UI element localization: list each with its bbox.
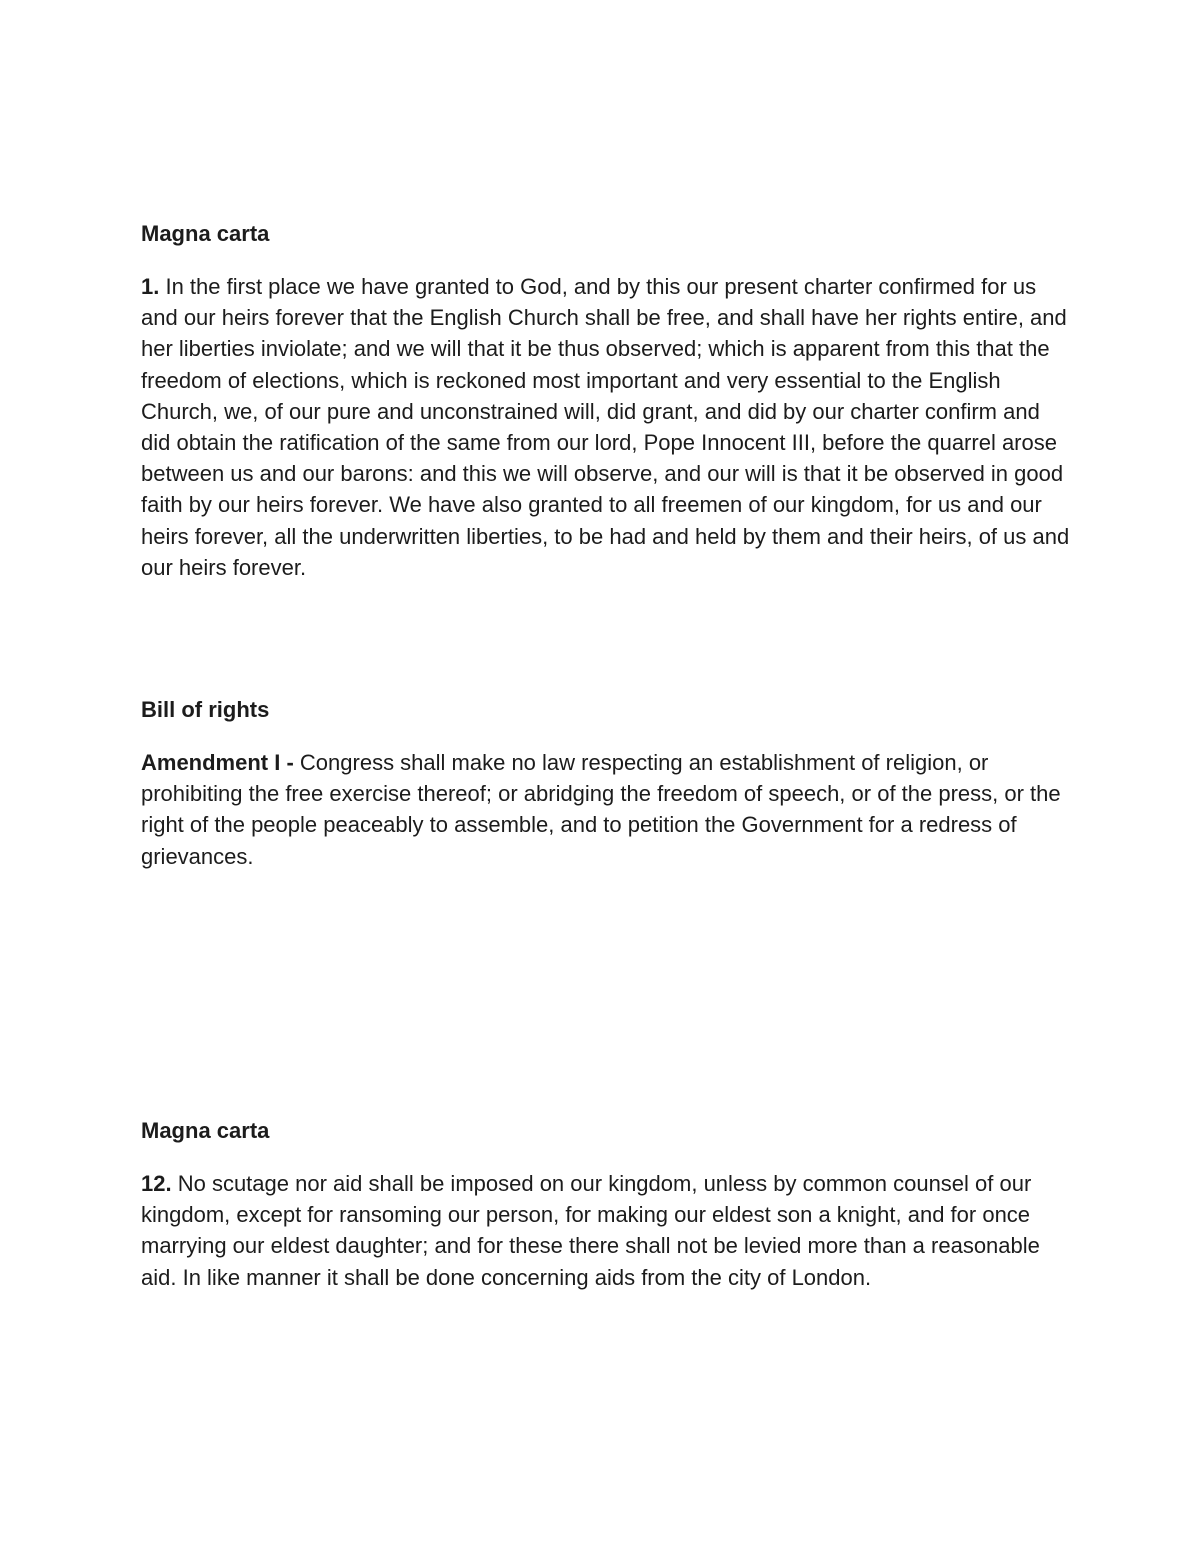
section-paragraph [141, 1168, 1071, 1293]
section-paragraph [141, 747, 1071, 872]
section-heading: Magna carta [141, 1118, 270, 1143]
clause-number: 1. [141, 274, 160, 299]
clause-text: No scutage nor aid shall be imposed on our kingdom, unless by common counsel of our kingdom, except for ransoming our person, for making our eldest son a knight, and for once marrying our eldest daughter; and for these there shall not be levied more than a reasonable aid. In like manner it shall be done concerning aids from the city of London. [141, 1171, 1040, 1290]
section-magna-carta-1 [141, 218, 1071, 583]
clause-number: 12. [141, 1171, 172, 1196]
section-bill-of-rights [141, 694, 1071, 872]
section-magna-carta-12 [141, 1115, 1071, 1293]
section-heading: Magna carta [141, 221, 270, 246]
amendment-text: Congress shall make no law respecting an establishment of religion, or prohibiting the free exercise thereof; or abridging the freedom of speech, or of the press, or the right of the people peaceably to assemble, and to petition the Government for a redress of grievances. [141, 750, 1061, 869]
clause-text: In the first place we have granted to God, and by this our present charter confirmed for us and our heirs forever that the English Church shall be free, and shall have her rights entire, and her liberties inviolate; and we will that it be thus observed; which is apparent from this that the freedom of elections, which is reckoned most important and very essential to the English Church, we, of our pure and unconstrained will, did grant, and did by our charter confirm and did obtain the ratification of the same from our lord, Pope Innocent III, before the quarrel arose between us and our barons: and this we will observe, and our will is that it be observed in good faith by our heirs forever. We have also granted to all freemen of our kingdom, for us and our heirs forever, all the underwritten liberties, to be had and held by them and their heirs, of us and our heirs forever. [141, 274, 1070, 580]
amendment-label: Amendment I - [141, 750, 294, 775]
section-heading: Bill of rights [141, 697, 270, 722]
section-paragraph [141, 271, 1071, 583]
